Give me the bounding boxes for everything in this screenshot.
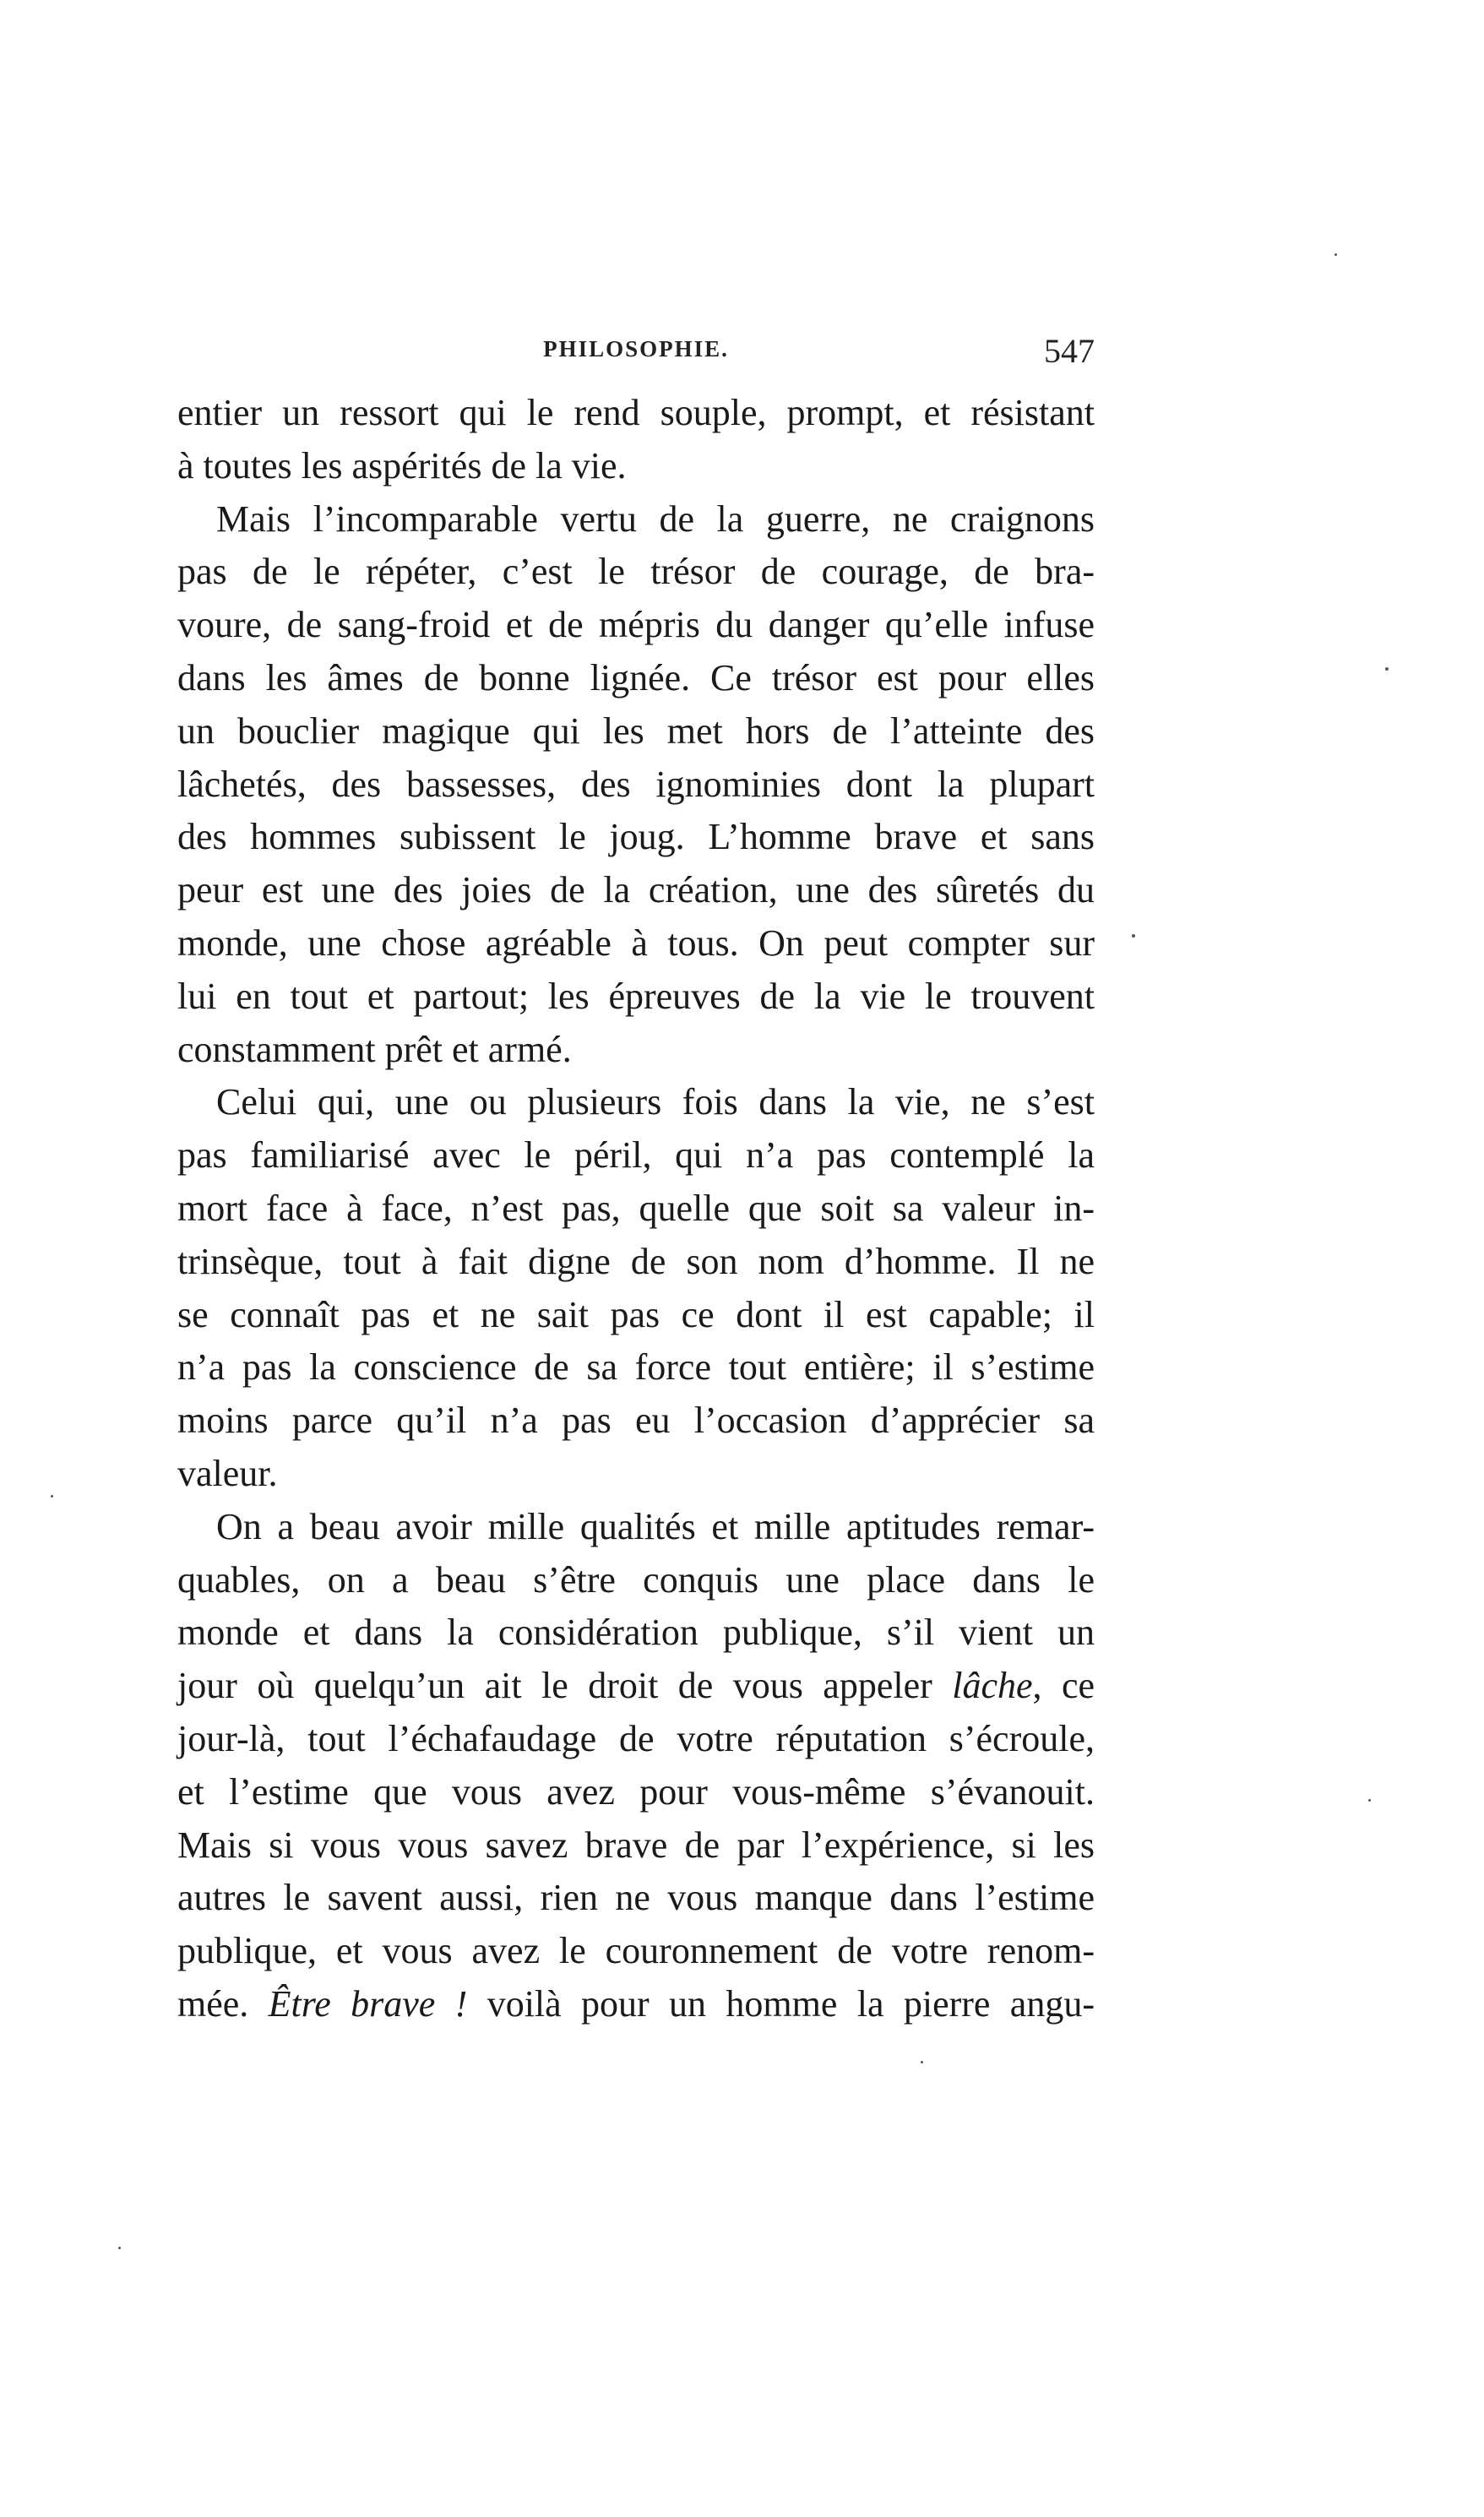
scan-speck — [1368, 1799, 1371, 1802]
text-line: monde et dans la considération publique, s’il vient un — [177, 1612, 1095, 1654]
page-number: 547 — [1044, 332, 1095, 370]
scan-speck — [1385, 667, 1389, 671]
body-text — [177, 387, 1095, 2031]
scan-speck — [1132, 934, 1135, 938]
text-line: autres le savent aussi, rien ne vous manque dans l’estime — [177, 1877, 1095, 1919]
text-line: trinsèque, tout à fait digne de son nom d’homme. Il ne — [177, 1240, 1095, 1282]
text-line: quables, on a beau s’être conquis une place dans le — [177, 1558, 1095, 1601]
text-line: valeur. — [177, 1452, 278, 1494]
text-line: Celui qui, une ou plusieurs fois dans la vie, ne s’est — [216, 1081, 1095, 1123]
text-segment: voilà pour un homme la pierre angu- — [487, 1982, 1095, 2025]
text-line — [177, 1660, 1095, 1713]
text-line: peur est une des joies de la création, une des sûretés du — [177, 869, 1095, 911]
text-line: se connaît pas et ne sait pas ce dont il est capable; il — [177, 1293, 1095, 1335]
text-line: dans les âmes de bonne lignée. Ce trésor est pour elles — [177, 656, 1095, 699]
text-line: lui en tout et partout; les épreuves de la vie le trouvent — [177, 975, 1095, 1017]
text-line: monde, une chose agréable à tous. On peut compter sur — [177, 921, 1095, 964]
text-line: On a beau avoir mille qualités et mille aptitudes remar- — [216, 1505, 1095, 1547]
scan-speck — [921, 2061, 923, 2063]
text-line: Mais si vous vous savez brave de par l’expérience, si les — [177, 1824, 1095, 1866]
text-segment: , ce — [1032, 1665, 1095, 1707]
running-title: PHILOSOPHIE. — [543, 336, 729, 362]
text-line: pas familiarisé avec le péril, qui n’a pas contemplé la — [177, 1134, 1095, 1177]
text-line: Mais l’incomparable vertu de la guerre, ne craignons — [216, 497, 1095, 540]
text-line: n’a pas la conscience de sa force tout entière; il s’estime — [177, 1346, 1095, 1389]
text-line — [177, 1978, 1095, 2031]
text-line: mort face à face, n’est pas, quelle que soit sa valeur in- — [177, 1187, 1095, 1229]
text-line: à toutes les aspérités de la vie. — [177, 444, 627, 487]
scan-speck — [51, 1495, 53, 1498]
text-line: lâchetés, des bassesses, des ignominies dont la plupart — [177, 763, 1095, 805]
italic-phrase: Être brave ! — [268, 1982, 468, 2025]
text-segment: mée. — [177, 1982, 249, 2025]
running-head — [177, 331, 1095, 378]
text-line: constamment prêt et armé. — [177, 1028, 572, 1070]
text-line: publique, et vous avez le couronnement de votre renom- — [177, 1930, 1095, 1972]
text-line: voure, de sang-froid et de mépris du danger qu’elle infuse — [177, 604, 1095, 646]
scan-speck — [118, 2247, 121, 2249]
scan-speck — [1335, 253, 1337, 256]
italic-word: lâche — [952, 1665, 1033, 1707]
text-line: et l’estime que vous avez pour vous-même s’évanouit. — [177, 1770, 1095, 1813]
text-line: des hommes subissent le joug. L’homme brave et sans — [177, 816, 1095, 858]
text-segment: jour où quelqu’un ait le droit de vous appeler — [177, 1665, 932, 1707]
text-line: pas de le répéter, c’est le trésor de courage, de bra- — [177, 551, 1095, 593]
text-line: jour-là, tout l’échafaudage de votre réputation s’écroule, — [177, 1717, 1095, 1759]
text-line: entier un ressort qui le rend souple, prompt, et résistant — [177, 392, 1095, 433]
text-line: un bouclier magique qui les met hors de l’atteinte des — [177, 709, 1095, 752]
text-line: moins parce qu’il n’a pas eu l’occasion d’apprécier sa — [177, 1400, 1095, 1442]
